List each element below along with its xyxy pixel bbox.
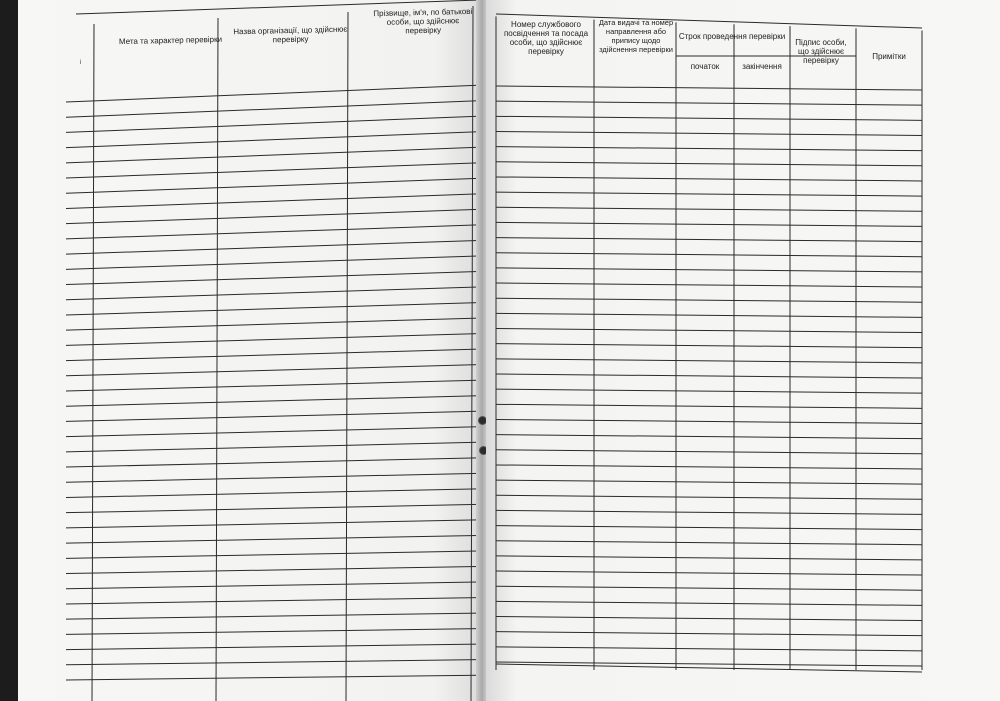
ruled-row-line: [496, 495, 922, 499]
col-header-period-start: початок: [690, 62, 720, 71]
ruled-row-line: [496, 101, 922, 105]
right-ledger-grid: [486, 0, 1000, 701]
ruled-row-line: [496, 192, 922, 196]
ruled-row-line: [496, 617, 922, 621]
ruled-row-line: [66, 287, 478, 300]
left-ledger-grid: [18, 0, 480, 701]
ruled-row-line: [496, 526, 922, 530]
ruled-row-line: [496, 435, 922, 439]
ruled-row-line: [496, 571, 922, 575]
column-divider: [216, 18, 218, 701]
ruled-row-line: [66, 240, 478, 254]
ruled-row-line: [496, 116, 922, 120]
ruled-row-line: [66, 194, 478, 209]
ruled-row-line: [496, 556, 922, 560]
ruled-row-line: [66, 489, 478, 498]
ruled-row-line: [66, 551, 478, 558]
ruled-row-line: [496, 268, 922, 272]
ruled-row-line: [496, 359, 922, 363]
ruled-row-line: [496, 147, 922, 151]
ruled-row-line: [66, 318, 478, 330]
col-header-organization: Назва організації, що здійснює перевірку: [233, 24, 348, 45]
ruled-row-line: [66, 349, 478, 360]
ruled-row-line: [66, 272, 478, 285]
ruled-row-line: [66, 660, 478, 665]
ruled-row-line: [496, 450, 922, 454]
ruled-row-line: [66, 473, 478, 482]
ruled-row-line: [496, 177, 922, 181]
ruled-row-line: [496, 647, 922, 651]
ruled-row-line: [66, 598, 478, 604]
ruled-row-line: [66, 613, 478, 619]
column-divider: [346, 12, 348, 701]
ruled-row-line: [66, 458, 478, 467]
ruled-row-line: [66, 132, 478, 148]
ruled-row-line: [496, 283, 922, 287]
ruled-row-line: [66, 334, 478, 346]
ruled-row-line: [496, 404, 922, 408]
col-header-id-number: Номер службового посвідчення та посада особи, що здійснює перевірку: [503, 20, 589, 56]
ruled-row-line: [66, 178, 478, 193]
ruled-row-line: [496, 632, 922, 636]
ruled-row-line: [496, 374, 922, 378]
ruled-row-line: [66, 101, 478, 117]
column-divider: [471, 6, 473, 701]
ruled-row-line: [496, 465, 922, 469]
ruled-row-line: [66, 225, 478, 239]
ruled-row-line: [66, 675, 478, 680]
ruled-row-line: [496, 313, 922, 317]
ruled-row-line: [496, 329, 922, 333]
ruled-row-line: [66, 567, 478, 574]
ruled-row-line: [66, 116, 478, 132]
ruled-row-line: [496, 601, 922, 605]
col-header-issue-date: Дата видачі та номер направлення або припису щодо здійснення перевірки: [598, 18, 674, 54]
ruled-row-line: [66, 629, 478, 635]
ruled-row-line: [66, 396, 478, 406]
ruled-row-line: [66, 582, 478, 589]
ruled-row-line: [496, 541, 922, 545]
ruled-row-line: [66, 303, 478, 315]
ruled-row-line: [496, 162, 922, 166]
ruled-row-line: [66, 147, 478, 163]
ruled-row-line: [66, 411, 478, 421]
col-header-inspector-name: Прізвище, ім'я, по батькові особи, що здійснює перевірку: [373, 6, 473, 36]
ruled-row-line: [496, 419, 922, 423]
col-header-period-end: закінчення: [742, 62, 782, 71]
column-divider: [92, 24, 94, 701]
ruled-row-line: [66, 380, 478, 391]
ruled-row-line: [496, 222, 922, 226]
col-header-notes: Примітки: [872, 52, 906, 61]
right-page: [486, 0, 1000, 701]
ruled-row-line: [66, 442, 478, 452]
ruled-row-line: [496, 207, 922, 211]
ruled-row-line: [66, 209, 478, 223]
ruled-row-line: [496, 389, 922, 393]
ruled-row-line: [496, 238, 922, 242]
ruled-row-line: [496, 344, 922, 348]
row-marker: і: [80, 60, 82, 66]
ruled-row-line: [66, 85, 478, 102]
ruled-row-line: [66, 427, 478, 437]
ruled-row-line: [496, 586, 922, 590]
ruled-row-line: [496, 253, 922, 257]
ruled-row-line: [496, 480, 922, 484]
ruled-row-line: [66, 520, 478, 528]
ruled-row-line: [66, 365, 478, 376]
ruled-row-line: [496, 298, 922, 302]
ruled-row-line: [496, 86, 922, 90]
col-header-period: Строк проведення перевірки: [678, 32, 786, 41]
ruled-row-line: [66, 163, 478, 178]
ruled-row-line: [496, 131, 922, 135]
ruled-row-line: [66, 535, 478, 543]
left-page: [18, 0, 480, 701]
ruled-row-line: [66, 504, 478, 512]
col-header-signature: Підпис особи, що здійснює перевірку: [795, 38, 847, 65]
ruled-row-line: [496, 510, 922, 514]
ruled-row-line: [66, 256, 478, 269]
ruled-row-line: [66, 644, 478, 649]
col-header-purpose: Мета та характер перевірки: [118, 34, 223, 47]
